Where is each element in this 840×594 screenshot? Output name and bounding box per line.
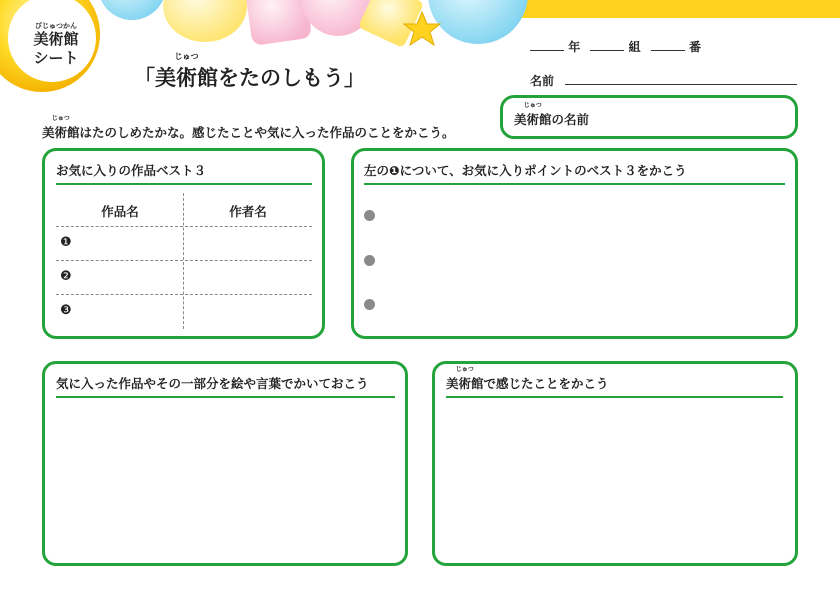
table-column-divider bbox=[183, 193, 184, 329]
bullet-dot bbox=[364, 210, 375, 221]
bullet-dot bbox=[364, 255, 375, 266]
name-row bbox=[530, 72, 800, 89]
yellow-bubble bbox=[163, 0, 247, 42]
sheet-badge bbox=[14, 22, 98, 68]
best3-rule bbox=[56, 183, 312, 185]
year-label: 年 bbox=[568, 40, 581, 54]
col-author-header: 作者名 bbox=[229, 204, 267, 219]
group-label: 組 bbox=[628, 40, 641, 54]
col-work-header: 作品名 bbox=[101, 204, 139, 219]
row-number-1: ❶ bbox=[60, 235, 72, 250]
name-field[interactable] bbox=[565, 84, 797, 85]
instruction-text: じゅつ 美術館はたのしめたかな。感じたことや気に入った作品のことをかこう。 bbox=[42, 115, 455, 140]
table-divider bbox=[56, 260, 312, 261]
feelings-rule bbox=[446, 396, 783, 398]
table-divider bbox=[56, 294, 312, 295]
header-decoration bbox=[0, 0, 840, 110]
page-title: 「 じゅつ 美術館をたのしもう」 bbox=[134, 52, 365, 90]
number-field[interactable] bbox=[651, 40, 685, 51]
year-field[interactable] bbox=[530, 40, 564, 51]
row-number-3: ❸ bbox=[60, 303, 72, 318]
badge-ruby: びじゅつかん bbox=[35, 22, 77, 30]
feelings-title: じゅつ 美術館で感じたことをかこう bbox=[446, 366, 609, 391]
blue-bubble-left bbox=[98, 0, 166, 20]
table-divider bbox=[56, 226, 312, 227]
pink-square-shape bbox=[244, 0, 312, 46]
drawing-title: 気に入った作品やその一部分を絵や言葉でかいておこう bbox=[56, 376, 369, 391]
class-info bbox=[530, 38, 701, 55]
blue-bubble-right bbox=[428, 0, 528, 44]
title-rest: をたのしもう」 bbox=[218, 66, 365, 90]
group-field[interactable] bbox=[590, 40, 624, 51]
title-kanji: 美術館 bbox=[155, 66, 218, 90]
number-label: 番 bbox=[688, 40, 701, 54]
bullet-dot bbox=[364, 299, 375, 310]
name-label: 名前 bbox=[530, 74, 555, 88]
museum-name-label: じゅつ 美術館の名前 bbox=[514, 102, 590, 127]
badge-line2: シート bbox=[33, 49, 79, 67]
badge-line1: 美術館 bbox=[33, 30, 79, 48]
drawing-rule bbox=[56, 396, 395, 398]
title-ruby: じゅつ bbox=[174, 52, 199, 61]
row-number-2: ❷ bbox=[60, 269, 72, 284]
points-rule bbox=[364, 183, 785, 185]
top-yellow-bar bbox=[520, 0, 840, 18]
points-title: 左の❶について、お気に入りポイントのベスト３をかこう bbox=[364, 163, 687, 178]
best3-title: お気に入りの作品ベスト３ bbox=[56, 163, 207, 178]
